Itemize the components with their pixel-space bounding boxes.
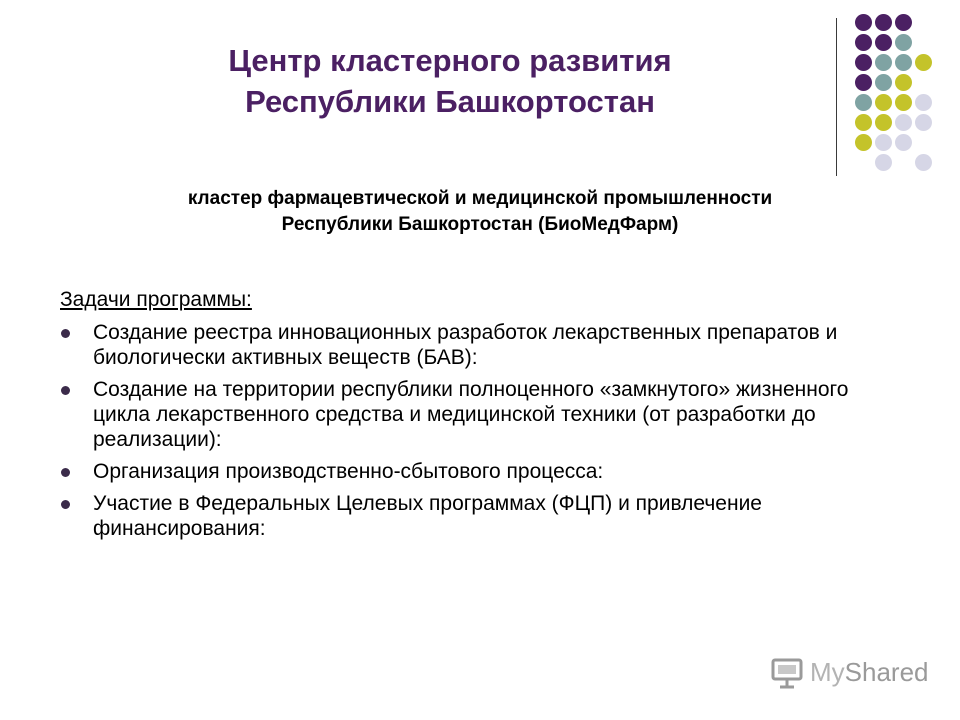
dot [895, 14, 912, 31]
dot [855, 114, 872, 131]
dot [855, 134, 872, 151]
list-item [60, 377, 860, 452]
bullet-icon [61, 329, 70, 338]
list-item [60, 491, 860, 541]
list-item [60, 320, 860, 370]
dot [915, 114, 932, 131]
bullet-icon [61, 468, 70, 477]
dot [895, 114, 912, 131]
dot [915, 154, 932, 171]
dot [875, 94, 892, 111]
bullet-icon [61, 500, 70, 509]
divider-line [836, 18, 837, 176]
presentation-board-icon [770, 654, 806, 690]
dot [875, 134, 892, 151]
dot [875, 54, 892, 71]
dot [915, 54, 932, 71]
list-item [60, 459, 860, 484]
slide-title [150, 40, 750, 122]
dot [855, 34, 872, 51]
myshared-watermark [770, 654, 929, 690]
title-line-1: Центр кластерного развития [228, 43, 672, 78]
tasks-list [60, 320, 860, 548]
list-item-text: Организация производственно-сбытового процесса: [93, 460, 604, 483]
dot [875, 34, 892, 51]
bullet-icon [61, 386, 70, 395]
dot [855, 54, 872, 71]
tasks-heading: Задачи программы: [60, 288, 252, 311]
dot [875, 14, 892, 31]
dot [895, 94, 912, 111]
watermark-shared: Shared [844, 656, 929, 687]
dot [875, 154, 892, 171]
watermark-my: My [810, 656, 845, 687]
list-item-text: Участие в Федеральных Целевых программах (ФЦП) и привлечение финансирования: [93, 492, 762, 540]
dot [895, 34, 912, 51]
dot [915, 94, 932, 111]
list-item-text: Создание на территории республики полноценного «замкнутого» жизненного цикла лекарственного средства и медицинской техники (от разработки до реализации): [93, 378, 849, 451]
title-line-2: Республики Башкортостан [245, 84, 655, 119]
dot [895, 54, 912, 71]
cluster-subtitle [80, 186, 880, 238]
dot [895, 74, 912, 91]
dot [855, 14, 872, 31]
dot [875, 114, 892, 131]
dot [895, 134, 912, 151]
dot [875, 74, 892, 91]
subtitle-line-2: Республики Башкортостан (БиоМедФарм) [281, 214, 679, 235]
subtitle-line-1: кластер фармацевтической и медицинской промышленности [187, 188, 773, 209]
watermark-text [810, 657, 929, 688]
list-item-text: Создание реестра инновационных разработок лекарственных препаратов и биологически активных веществ (БАВ): [93, 321, 838, 369]
dot [855, 74, 872, 91]
dot [855, 94, 872, 111]
